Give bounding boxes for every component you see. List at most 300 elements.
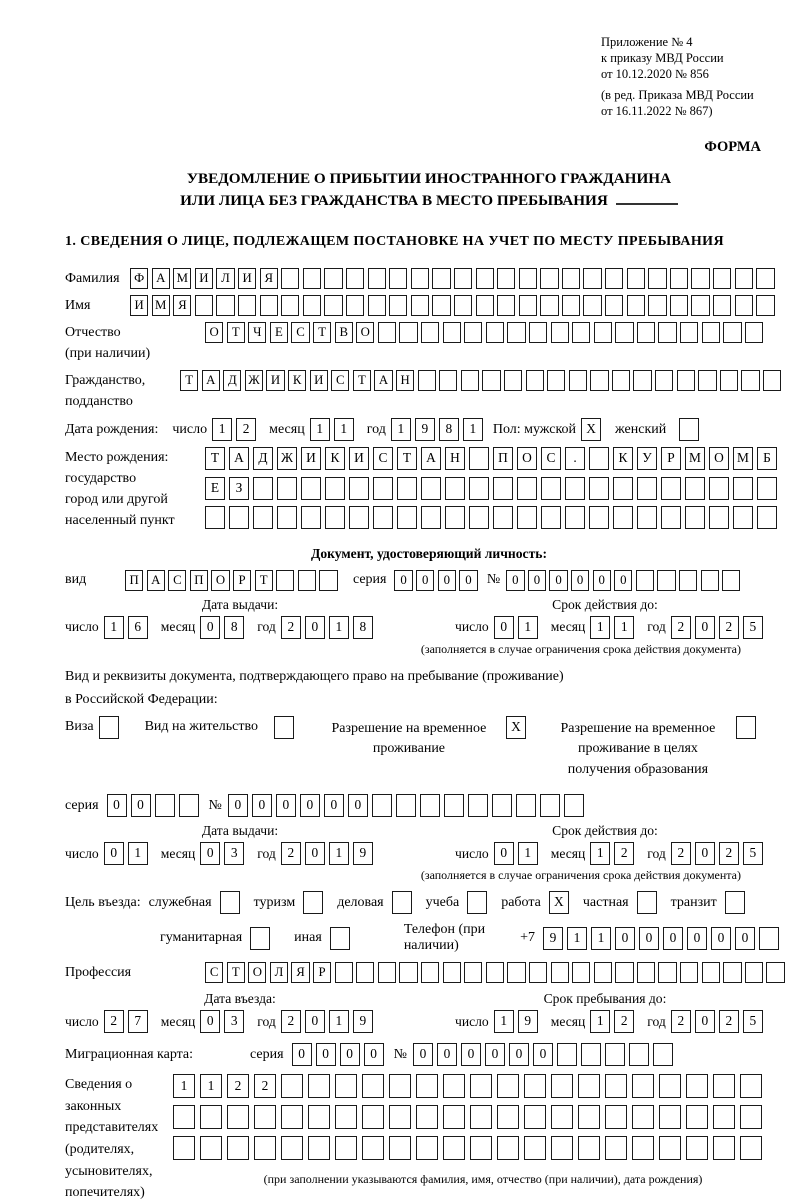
title-blank-line[interactable] (616, 191, 678, 205)
char-box[interactable] (605, 1136, 627, 1160)
char-box[interactable]: 0 (364, 1043, 384, 1066)
char-box[interactable] (99, 716, 119, 739)
char-box[interactable]: Я (291, 962, 309, 983)
char-box[interactable] (565, 506, 585, 529)
char-box[interactable]: 1 (590, 1010, 610, 1033)
char-box[interactable]: 1 (463, 418, 483, 441)
char-box[interactable]: 2 (281, 1010, 301, 1033)
char-box[interactable] (464, 962, 482, 983)
char-box[interactable]: С (541, 447, 561, 470)
char-box[interactable] (637, 506, 657, 529)
char-box[interactable] (524, 1136, 546, 1160)
char-box[interactable] (648, 295, 666, 316)
char-box[interactable]: 0 (107, 794, 127, 817)
char-box[interactable]: Е (270, 322, 288, 343)
char-box[interactable]: 1 (329, 1010, 349, 1033)
char-box[interactable] (759, 927, 779, 950)
char-box[interactable]: 0 (413, 1043, 433, 1066)
char-box[interactable]: А (147, 570, 165, 591)
char-box[interactable]: Т (353, 370, 371, 391)
char-box[interactable]: Р (313, 962, 331, 983)
char-box[interactable] (589, 506, 609, 529)
char-box[interactable] (594, 322, 612, 343)
char-box[interactable]: 0 (614, 570, 632, 591)
char-box[interactable] (301, 477, 321, 500)
char-box[interactable] (421, 322, 439, 343)
char-box[interactable] (397, 477, 417, 500)
char-box[interactable] (389, 1136, 411, 1160)
char-box[interactable]: М (733, 447, 753, 470)
char-box[interactable] (497, 1074, 519, 1098)
char-box[interactable] (686, 1136, 708, 1160)
char-box[interactable] (632, 1074, 654, 1098)
char-box[interactable]: С (331, 370, 349, 391)
option-visa-checkbox[interactable] (99, 716, 123, 739)
purpose-tourism-checkbox[interactable] (303, 891, 327, 914)
char-box[interactable] (702, 322, 720, 343)
char-box[interactable] (324, 295, 342, 316)
char-box[interactable] (562, 268, 580, 289)
char-box[interactable] (569, 370, 587, 391)
char-box[interactable] (615, 322, 633, 343)
char-box[interactable]: И (238, 268, 256, 289)
char-box[interactable] (637, 962, 655, 983)
char-box[interactable]: Н (396, 370, 414, 391)
char-box[interactable] (659, 1105, 681, 1129)
char-box[interactable]: 2 (719, 1010, 739, 1033)
char-box[interactable]: 1 (590, 616, 610, 639)
char-box[interactable]: О (211, 570, 229, 591)
char-box[interactable] (745, 322, 763, 343)
char-box[interactable]: М (685, 447, 705, 470)
char-box[interactable] (551, 1105, 573, 1129)
char-box[interactable] (680, 322, 698, 343)
purpose-other-checkbox[interactable] (330, 927, 354, 950)
char-box[interactable] (389, 1105, 411, 1129)
char-box[interactable] (301, 506, 321, 529)
char-box[interactable]: 2 (104, 1010, 124, 1033)
char-box[interactable]: Т (227, 962, 245, 983)
char-box[interactable]: 1 (329, 842, 349, 865)
char-box[interactable] (416, 1136, 438, 1160)
char-box[interactable] (720, 370, 738, 391)
char-box[interactable]: 0 (340, 1043, 360, 1066)
char-box[interactable]: 2 (671, 1010, 691, 1033)
char-box[interactable] (482, 370, 500, 391)
char-box[interactable] (399, 962, 417, 983)
char-box[interactable]: 0 (131, 794, 151, 817)
char-box[interactable] (469, 477, 489, 500)
char-box[interactable] (637, 477, 657, 500)
char-box[interactable] (661, 506, 681, 529)
char-box[interactable] (443, 1136, 465, 1160)
char-box[interactable] (590, 370, 608, 391)
char-box[interactable] (637, 891, 657, 914)
char-box[interactable] (757, 477, 777, 500)
char-box[interactable]: Т (227, 322, 245, 343)
char-box[interactable] (519, 295, 537, 316)
char-box[interactable] (613, 477, 633, 500)
char-box[interactable]: 0 (485, 1043, 505, 1066)
char-box[interactable] (173, 1105, 195, 1129)
char-box[interactable]: А (374, 370, 392, 391)
char-box[interactable] (277, 477, 297, 500)
option-temp-residence-checkbox[interactable] (506, 716, 530, 739)
char-box[interactable]: И (310, 370, 328, 391)
char-box[interactable] (613, 506, 633, 529)
char-box[interactable]: 0 (437, 1043, 457, 1066)
char-box[interactable]: 8 (439, 418, 459, 441)
char-box[interactable]: 0 (324, 794, 344, 817)
char-box[interactable]: 1 (614, 616, 634, 639)
char-box[interactable]: 0 (305, 1010, 325, 1033)
char-box[interactable]: О (709, 447, 729, 470)
char-box[interactable] (713, 1136, 735, 1160)
char-box[interactable]: 7 (128, 1010, 148, 1033)
char-box[interactable]: Ж (277, 447, 297, 470)
char-box[interactable]: Р (661, 447, 681, 470)
char-box[interactable]: П (190, 570, 208, 591)
char-box[interactable] (454, 295, 472, 316)
char-box[interactable]: 1 (518, 616, 538, 639)
char-box[interactable] (378, 322, 396, 343)
char-box[interactable] (335, 1136, 357, 1160)
char-box[interactable] (467, 891, 487, 914)
char-box[interactable]: 0 (549, 570, 567, 591)
char-box[interactable] (627, 295, 645, 316)
char-box[interactable] (648, 268, 666, 289)
char-box[interactable] (572, 962, 590, 983)
char-box[interactable] (757, 506, 777, 529)
char-box[interactable]: 0 (461, 1043, 481, 1066)
char-box[interactable] (432, 268, 450, 289)
char-box[interactable]: С (373, 447, 393, 470)
char-box[interactable] (735, 295, 753, 316)
char-box[interactable] (362, 1074, 384, 1098)
char-box[interactable] (469, 447, 489, 470)
char-box[interactable]: З (229, 477, 249, 500)
char-box[interactable] (281, 1105, 303, 1129)
char-box[interactable] (565, 477, 585, 500)
char-box[interactable]: 2 (671, 842, 691, 865)
char-box[interactable]: 2 (236, 418, 256, 441)
char-box[interactable] (722, 570, 740, 591)
char-box[interactable]: 0 (438, 570, 456, 591)
purpose-transit-checkbox[interactable] (725, 891, 749, 914)
char-box[interactable]: 1 (200, 1074, 222, 1098)
char-box[interactable]: 8 (224, 616, 244, 639)
char-box[interactable]: Р (233, 570, 251, 591)
char-box[interactable]: 0 (305, 842, 325, 865)
char-box[interactable] (524, 1074, 546, 1098)
char-box[interactable]: Ф (130, 268, 148, 289)
char-box[interactable] (349, 506, 369, 529)
purpose-study-checkbox[interactable] (467, 891, 491, 914)
phone-boxes[interactable] (543, 927, 783, 950)
char-box[interactable] (589, 477, 609, 500)
char-box[interactable] (349, 477, 369, 500)
purpose-work-checkbox[interactable] (549, 891, 573, 914)
char-box[interactable] (443, 1074, 465, 1098)
char-box[interactable]: П (125, 570, 143, 591)
char-box[interactable] (661, 477, 681, 500)
char-box[interactable] (200, 1136, 222, 1160)
char-box[interactable] (335, 1074, 357, 1098)
char-box[interactable] (497, 1136, 519, 1160)
char-box[interactable]: Н (445, 447, 465, 470)
char-box[interactable] (629, 1043, 649, 1066)
char-box[interactable] (562, 295, 580, 316)
char-box[interactable] (713, 268, 731, 289)
sex-male-checkbox[interactable] (581, 418, 605, 441)
char-box[interactable] (633, 370, 651, 391)
char-box[interactable]: 9 (353, 842, 373, 865)
char-box[interactable]: 1 (173, 1074, 195, 1098)
char-box[interactable] (411, 295, 429, 316)
char-box[interactable] (325, 506, 345, 529)
char-box[interactable] (583, 295, 601, 316)
char-box[interactable] (497, 268, 515, 289)
char-box[interactable] (709, 477, 729, 500)
char-box[interactable] (238, 295, 256, 316)
char-box[interactable] (698, 370, 716, 391)
char-box[interactable] (740, 1105, 762, 1129)
char-box[interactable] (745, 962, 763, 983)
char-box[interactable] (372, 794, 392, 817)
char-box[interactable] (443, 1105, 465, 1129)
char-box[interactable]: 0 (494, 842, 514, 865)
char-box[interactable]: С (168, 570, 186, 591)
char-box[interactable] (497, 295, 515, 316)
char-box[interactable]: Д (223, 370, 241, 391)
char-box[interactable] (335, 962, 353, 983)
char-box[interactable]: 9 (353, 1010, 373, 1033)
char-box[interactable] (691, 268, 709, 289)
char-box[interactable] (583, 268, 601, 289)
char-box[interactable]: 0 (593, 570, 611, 591)
char-box[interactable] (281, 1074, 303, 1098)
char-box[interactable]: 0 (200, 842, 220, 865)
char-box[interactable] (260, 295, 278, 316)
char-box[interactable] (658, 962, 676, 983)
char-box[interactable]: 2 (281, 616, 301, 639)
char-box[interactable] (303, 295, 321, 316)
char-box[interactable]: А (421, 447, 441, 470)
char-box[interactable]: 0 (571, 570, 589, 591)
char-box[interactable] (368, 295, 386, 316)
char-box[interactable] (439, 370, 457, 391)
char-box[interactable]: И (130, 295, 148, 316)
char-box[interactable] (540, 794, 560, 817)
char-box[interactable] (504, 370, 522, 391)
char-box[interactable] (216, 295, 234, 316)
char-box[interactable] (733, 506, 753, 529)
char-box[interactable]: 2 (614, 1010, 634, 1033)
char-box[interactable] (685, 477, 705, 500)
char-box[interactable]: 0 (316, 1043, 336, 1066)
char-box[interactable]: К (288, 370, 306, 391)
char-box[interactable]: К (613, 447, 633, 470)
char-box[interactable] (492, 794, 512, 817)
char-box[interactable]: Л (270, 962, 288, 983)
char-box[interactable] (659, 1136, 681, 1160)
char-box[interactable] (229, 506, 249, 529)
char-box[interactable] (627, 268, 645, 289)
char-box[interactable]: Б (757, 447, 777, 470)
char-box[interactable]: 0 (416, 570, 434, 591)
char-box[interactable] (756, 295, 774, 316)
char-box[interactable] (281, 1136, 303, 1160)
char-box[interactable] (670, 268, 688, 289)
char-box[interactable]: М (152, 295, 170, 316)
char-box[interactable] (733, 477, 753, 500)
char-box[interactable]: 0 (292, 1043, 312, 1066)
char-box[interactable]: 5 (743, 1010, 763, 1033)
char-box[interactable] (373, 506, 393, 529)
char-box[interactable] (612, 370, 630, 391)
char-box[interactable] (416, 1074, 438, 1098)
char-box[interactable] (396, 794, 416, 817)
char-box[interactable] (469, 506, 489, 529)
char-box[interactable] (346, 295, 364, 316)
char-box[interactable]: С (205, 962, 223, 983)
char-box[interactable]: 0 (735, 927, 755, 950)
char-box[interactable]: 0 (300, 794, 320, 817)
char-box[interactable] (493, 477, 513, 500)
char-box[interactable] (723, 962, 741, 983)
char-box[interactable] (680, 962, 698, 983)
char-box[interactable]: 0 (494, 616, 514, 639)
char-box[interactable] (655, 370, 673, 391)
char-box[interactable]: И (195, 268, 213, 289)
char-box[interactable] (507, 962, 525, 983)
char-box[interactable] (200, 1105, 222, 1129)
char-box[interactable]: 5 (743, 616, 763, 639)
char-box[interactable] (389, 295, 407, 316)
char-box[interactable] (670, 295, 688, 316)
char-box[interactable] (659, 1074, 681, 1098)
char-box[interactable] (227, 1136, 249, 1160)
purpose-private-checkbox[interactable] (637, 891, 661, 914)
char-box[interactable]: 6 (128, 616, 148, 639)
char-box[interactable] (420, 794, 440, 817)
char-box[interactable]: 0 (305, 616, 325, 639)
char-box[interactable]: 2 (719, 842, 739, 865)
char-box[interactable]: Т (313, 322, 331, 343)
char-box[interactable] (572, 322, 590, 343)
char-box[interactable]: О (248, 962, 266, 983)
char-box[interactable]: Ж (245, 370, 263, 391)
char-box[interactable] (615, 962, 633, 983)
char-box[interactable] (541, 506, 561, 529)
purpose-official-checkbox[interactable] (220, 891, 244, 914)
char-box[interactable] (155, 794, 175, 817)
char-box[interactable]: 0 (711, 927, 731, 950)
char-box[interactable] (392, 891, 412, 914)
char-box[interactable]: 1 (494, 1010, 514, 1033)
char-box[interactable]: О (356, 322, 374, 343)
char-box[interactable] (557, 1043, 577, 1066)
char-box[interactable] (763, 370, 781, 391)
char-box[interactable]: А (229, 447, 249, 470)
char-box[interactable] (632, 1136, 654, 1160)
char-box[interactable]: 0 (639, 927, 659, 950)
char-box[interactable] (740, 1074, 762, 1098)
char-box[interactable]: 2 (719, 616, 739, 639)
char-box[interactable]: Л (216, 268, 234, 289)
char-box[interactable] (686, 1105, 708, 1129)
char-box[interactable] (368, 268, 386, 289)
char-box[interactable] (464, 322, 482, 343)
char-box[interactable] (736, 716, 756, 739)
char-box[interactable] (551, 1136, 573, 1160)
char-box[interactable]: 1 (590, 842, 610, 865)
char-box[interactable]: О (517, 447, 537, 470)
char-box[interactable] (476, 268, 494, 289)
char-box[interactable] (740, 1136, 762, 1160)
char-box[interactable]: 0 (663, 927, 683, 950)
char-box[interactable]: И (266, 370, 284, 391)
char-box[interactable] (356, 962, 374, 983)
char-box[interactable]: 8 (353, 616, 373, 639)
char-box[interactable] (679, 570, 697, 591)
char-box[interactable] (578, 1136, 600, 1160)
char-box[interactable] (723, 322, 741, 343)
char-box[interactable] (250, 927, 270, 950)
char-box[interactable] (685, 506, 705, 529)
char-box[interactable] (330, 927, 350, 950)
char-box[interactable] (362, 1105, 384, 1129)
char-box[interactable]: X (549, 891, 569, 914)
char-box[interactable] (578, 1074, 600, 1098)
char-box[interactable] (497, 1105, 519, 1129)
char-box[interactable] (702, 962, 720, 983)
char-box[interactable] (389, 268, 407, 289)
char-box[interactable]: 0 (348, 794, 368, 817)
char-box[interactable] (325, 477, 345, 500)
char-box[interactable] (461, 370, 479, 391)
char-box[interactable]: 1 (591, 927, 611, 950)
char-box[interactable] (173, 1136, 195, 1160)
char-box[interactable] (470, 1136, 492, 1160)
char-box[interactable]: С (291, 322, 309, 343)
char-box[interactable] (308, 1074, 330, 1098)
char-box[interactable] (468, 794, 488, 817)
char-box[interactable]: 0 (228, 794, 248, 817)
char-box[interactable] (493, 506, 513, 529)
char-box[interactable] (529, 962, 547, 983)
char-box[interactable] (605, 295, 623, 316)
char-box[interactable] (589, 447, 609, 470)
char-box[interactable] (709, 506, 729, 529)
char-box[interactable]: 1 (567, 927, 587, 950)
char-box[interactable] (253, 506, 273, 529)
char-box[interactable] (476, 295, 494, 316)
char-box[interactable] (713, 1105, 735, 1129)
char-box[interactable]: 1 (329, 616, 349, 639)
char-box[interactable]: 0 (528, 570, 546, 591)
char-box[interactable] (637, 322, 655, 343)
char-box[interactable] (445, 477, 465, 500)
char-box[interactable] (526, 370, 544, 391)
char-box[interactable] (756, 268, 774, 289)
char-box[interactable]: У (637, 447, 657, 470)
char-box[interactable]: 1 (212, 418, 232, 441)
char-box[interactable] (529, 322, 547, 343)
char-box[interactable] (373, 477, 393, 500)
char-box[interactable] (421, 477, 441, 500)
sex-female-checkbox[interactable] (679, 418, 703, 441)
